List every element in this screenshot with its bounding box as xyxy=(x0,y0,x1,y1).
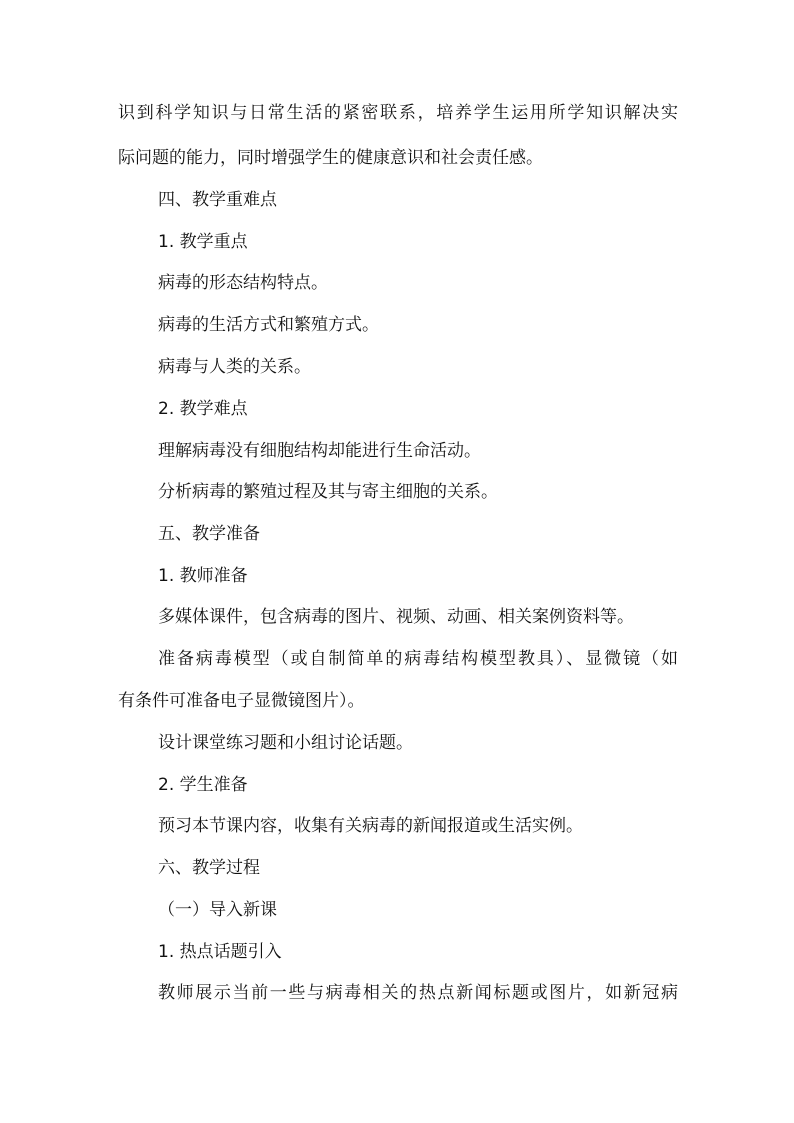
subsection-heading: 1. 热点话题引入 xyxy=(158,942,282,962)
subsection-heading: 1. 教师准备 xyxy=(158,566,248,586)
paragraph-line: 教师展示当前一些与病毒相关的热点新闻标题或图片，如新冠病 xyxy=(158,983,678,1003)
paragraph-line: 准备病毒模型（或自制简单的病毒结构模型教具）、显微镜（如 xyxy=(158,649,678,669)
paragraph-line: 有条件可准备电子显微镜图片）。 xyxy=(118,691,365,711)
subsection-heading: 2. 教学难点 xyxy=(158,399,248,419)
list-item: 病毒的生活方式和繁殖方式。 xyxy=(158,315,379,335)
paragraph-line: 设计课堂练习题和小组讨论话题。 xyxy=(158,733,413,753)
paragraph-line: 多媒体课件，包含病毒的图片、视频、动画、相关案例资料等。 xyxy=(158,607,634,627)
section-heading: 五、教学准备 xyxy=(158,524,260,544)
paragraph-line: 际问题的能力，同时增强学生的健康意识和社会责任感。 xyxy=(118,148,543,168)
subsection-heading: 1. 教学重点 xyxy=(158,232,248,252)
paragraph-line: 预习本节课内容，收集有关病毒的新闻报道或生活实例。 xyxy=(158,816,583,836)
list-item: 分析病毒的繁殖过程及其与寄主细胞的关系。 xyxy=(158,482,498,502)
list-item: 病毒与人类的关系。 xyxy=(158,357,311,377)
subsection-heading: （一）导入新课 xyxy=(158,900,277,920)
paragraph-line: 识到科学知识与日常生活的紧密联系，培养学生运用所学知识解决实 xyxy=(118,103,678,123)
subsection-heading: 2. 学生准备 xyxy=(158,775,248,795)
section-heading: 四、教学重难点 xyxy=(158,190,277,210)
list-item: 理解病毒没有细胞结构却能进行生命活动。 xyxy=(158,441,481,461)
section-heading: 六、教学过程 xyxy=(158,858,260,878)
list-item: 病毒的形态结构特点。 xyxy=(158,273,328,293)
